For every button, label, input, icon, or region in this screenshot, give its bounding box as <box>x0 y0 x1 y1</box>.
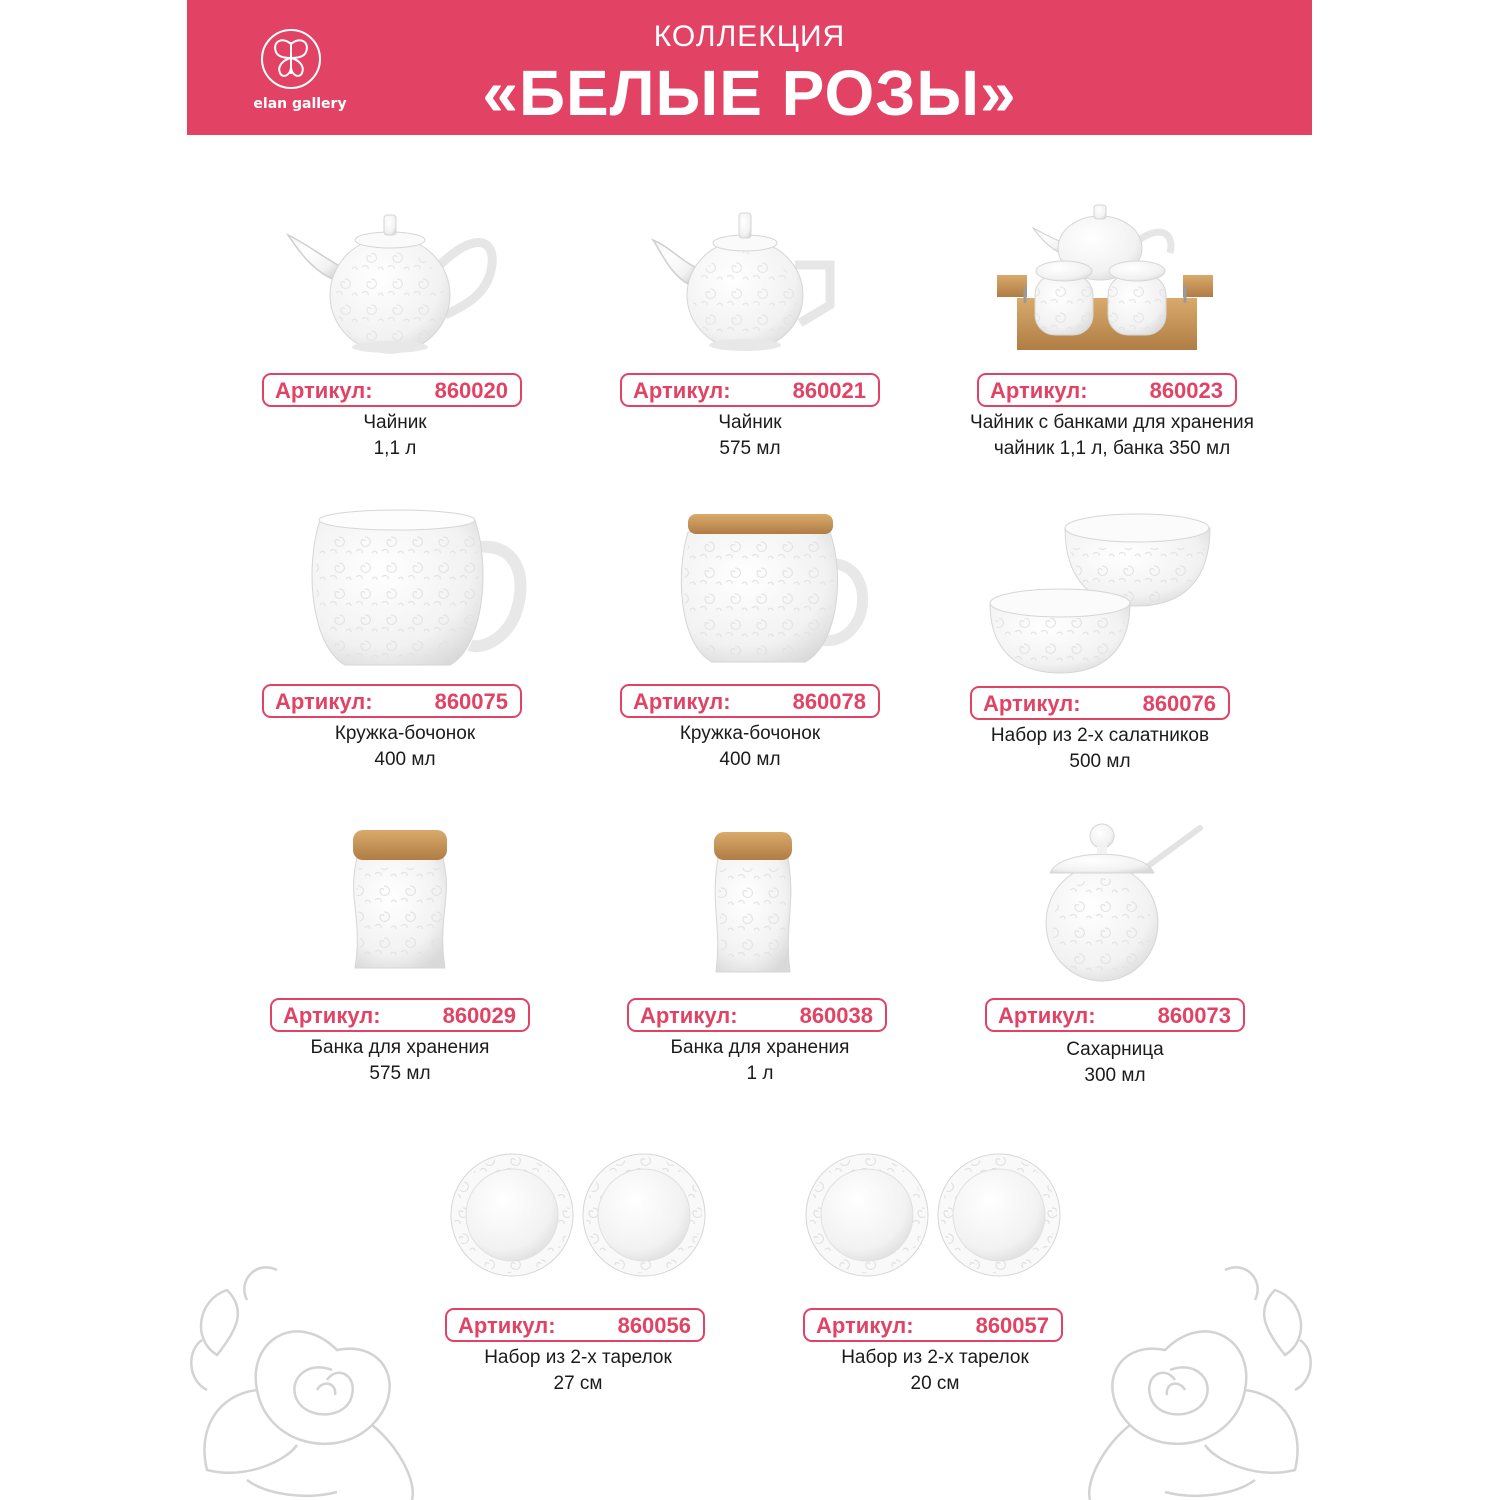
sku-tag <box>620 373 880 407</box>
collection-kicker: КОЛЛЕКЦИЯ <box>653 20 846 53</box>
sku-label: Артикул: <box>283 1003 381 1028</box>
product-name: Кружка-бочонок <box>679 723 821 744</box>
bowls-icon <box>985 508 1220 678</box>
brand-name: elan gallery <box>253 96 347 112</box>
teapot-set-icon <box>995 203 1215 355</box>
product-volume: 575 мл <box>719 438 781 459</box>
sku-tag <box>977 373 1237 407</box>
teapot-icon <box>645 205 845 355</box>
sku-number: 860023 <box>1149 378 1223 403</box>
sku-tag <box>620 684 880 718</box>
product-volume: 400 мл <box>719 749 781 770</box>
sku-number: 860076 <box>1142 691 1216 716</box>
sku-number: 860073 <box>1157 1003 1231 1028</box>
product-name: Набор из 2-х тарелок <box>484 1347 672 1368</box>
sku-tag <box>985 998 1245 1032</box>
sku-label: Артикул: <box>816 1313 914 1338</box>
sku-label: Артикул: <box>633 378 731 403</box>
product-name: Чайник <box>718 412 782 433</box>
sku-tag <box>627 998 887 1032</box>
sku-number: 860029 <box>442 1003 516 1028</box>
sku-label: Артикул: <box>275 378 373 403</box>
product-name: Чайник с банками для хранения <box>970 412 1254 433</box>
product-volume: 400 мл <box>374 749 436 770</box>
product-volume: 27 см <box>553 1373 603 1394</box>
product-volume: 300 мл <box>1084 1065 1146 1086</box>
sku-tag <box>803 1308 1063 1342</box>
sku-label: Артикул: <box>998 1003 1096 1028</box>
plates-icon <box>450 1150 710 1280</box>
product-name: Банка для хранения <box>670 1037 850 1058</box>
sku-number: 860056 <box>617 1313 691 1338</box>
sku-number: 860057 <box>975 1313 1049 1338</box>
product-volume: 1 л <box>746 1063 774 1084</box>
sku-tag <box>970 686 1230 720</box>
product-volume: 20 см <box>910 1373 960 1394</box>
sku-label: Артикул: <box>640 1003 738 1028</box>
sku-label: Артикул: <box>275 689 373 714</box>
sku-label: Артикул: <box>633 689 731 714</box>
mug-with-lid-icon <box>670 510 870 670</box>
header-banner <box>187 0 1312 135</box>
product-volume: 1,1 л <box>373 438 417 459</box>
tall-jar-icon <box>708 830 798 978</box>
sku-tag <box>270 998 530 1032</box>
product-name: Набор из 2-х салатников <box>990 725 1210 746</box>
sku-label: Артикул: <box>990 378 1088 403</box>
product-name: Чайник <box>363 412 427 433</box>
jar-icon <box>345 828 455 978</box>
sku-number: 860020 <box>434 378 508 403</box>
sku-number: 860075 <box>434 689 508 714</box>
product-volume: чайник 1,1 л, банка 350 мл <box>993 438 1231 459</box>
sku-tag <box>445 1308 705 1342</box>
product-name: Банка для хранения <box>310 1037 490 1058</box>
sku-label: Артикул: <box>458 1313 556 1338</box>
sku-number: 860078 <box>792 689 866 714</box>
collection-title: «БЕЛЫЕ РОЗЫ» <box>482 57 1017 129</box>
product-volume: 500 мл <box>1069 751 1131 772</box>
sku-tag <box>262 373 522 407</box>
sku-label: Артикул: <box>983 691 1081 716</box>
mug-icon <box>300 505 530 675</box>
sugar-bowl-icon <box>1040 818 1205 988</box>
product-volume: 575 мл <box>369 1063 431 1084</box>
sku-tag <box>262 684 522 718</box>
product-name: Сахарница <box>1066 1039 1164 1060</box>
sku-number: 860038 <box>799 1003 873 1028</box>
product-name: Набор из 2-х тарелок <box>841 1347 1029 1368</box>
teapot-icon <box>280 195 500 360</box>
product-name: Кружка-бочонок <box>334 723 476 744</box>
plates-icon <box>805 1150 1065 1280</box>
sku-number: 860021 <box>792 378 866 403</box>
